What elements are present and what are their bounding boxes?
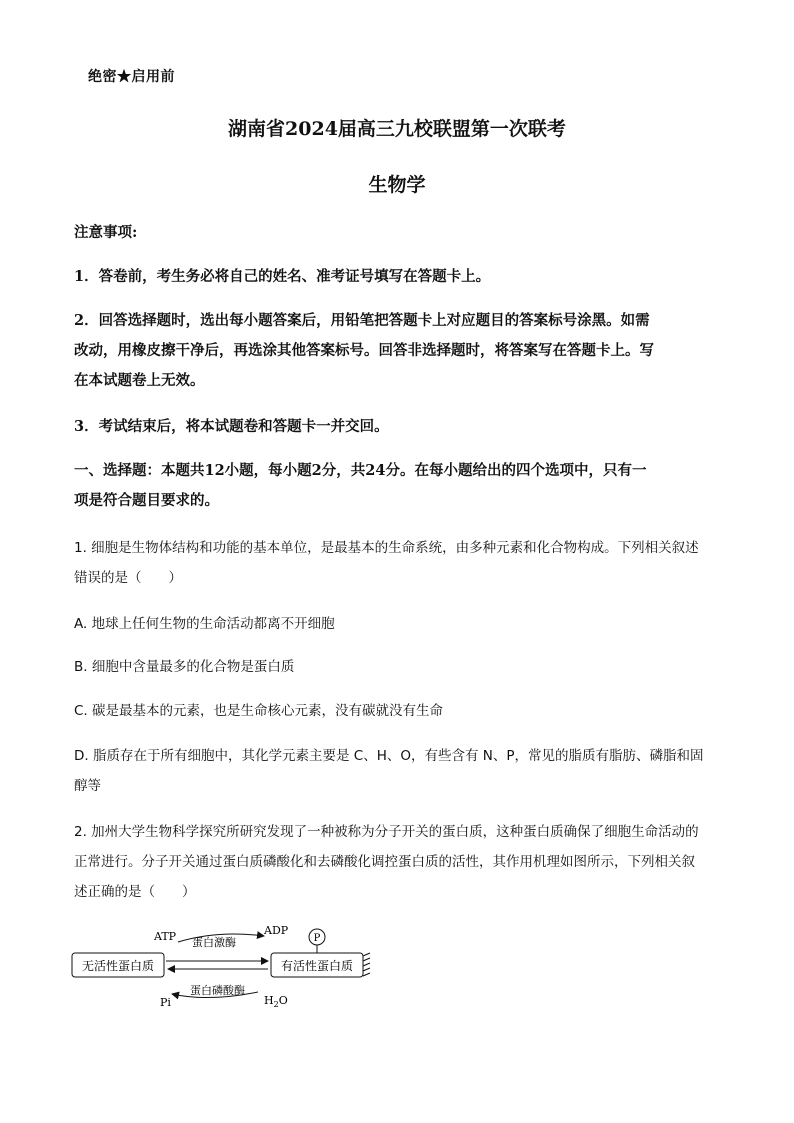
notice-item-3: 3．考试结束后，将本试题卷和答题卡一并交回。 [74,418,389,435]
notice-section [74,218,724,248]
membrane-hatch [363,953,370,976]
confidential-label: 绝密★启用前 [88,69,175,85]
active-protein-label: 有活性蛋白质 [280,959,354,973]
subject-title: 生物学 [368,174,426,196]
section-heading: 一、选择题：本题共12小题，每小题2分，共24分。在每小题给出的四个选项中，只有一 项是符合题目要求的。 [74,462,647,509]
adp-label: ADP [264,924,289,937]
question-1-option-a: A. 地球上任何生物的生命活动都离不开细胞 [74,616,335,632]
phosphorylation-diagram [68,920,388,1010]
notice-item-2: 2．回答选择题时，选出每小题答案后，用铅笔把答题卡上对应题目的答案标号涂黑。如需 改动，用橡皮擦干净后，再选涂其他答案标号。回答非选择题时，将答案写在答题卡上。写 在本试题卷上无效。 [74,312,654,389]
phosphate-label: P [313,933,321,944]
notice-heading: 注意事项: [74,224,138,241]
phosphatase-label: 蛋白磷酸酶 [190,984,245,997]
kinase-label: 蛋白激酶 [192,936,236,949]
question-1-option-c: C. 碳是最基本的元素，也是生命核心元素，没有碳就没有生命 [74,703,444,719]
atp-label: ATP [154,930,177,943]
question-2-stem: 2. 加州大学生物科学探究所研究发现了一种被称为分子开关的蛋白质，这种蛋白质确保了细胞生命活动的 正常进行。分子开关通过蛋白质磷酸化和去磷酸化调控蛋白质的活性，其作用机理如图所示，下列相关叙 述正确的是（ ） [74,824,699,900]
diagram-svg [68,920,388,1010]
pi-label: Pi [160,996,171,1009]
question-1-option-b: B. 细胞中含量最多的化合物是蛋白质 [74,659,295,675]
question-1-stem: 1. 细胞是生物体结构和功能的基本单位，是最基本的生命系统，由多种元素和化合物构成。下列相关叙述 错误的是（ ） [74,540,699,586]
question-1-option-d: D. 脂质存在于所有细胞中，其化学元素主要是 C、H、O，有些含有 N、P，常见的脂质有脂肪、磷脂和固 醇等 [74,748,704,794]
exam-title: 湖南省2024届高三九校联盟第一次联考 [228,118,566,140]
notice-item-1: 1．答卷前，考生务必将自己的姓名、准考证号填写在答题卡上。 [74,268,491,285]
water-label: $H_2O$ [264,994,288,1009]
inactive-protein-label: 无活性蛋白质 [81,959,155,973]
